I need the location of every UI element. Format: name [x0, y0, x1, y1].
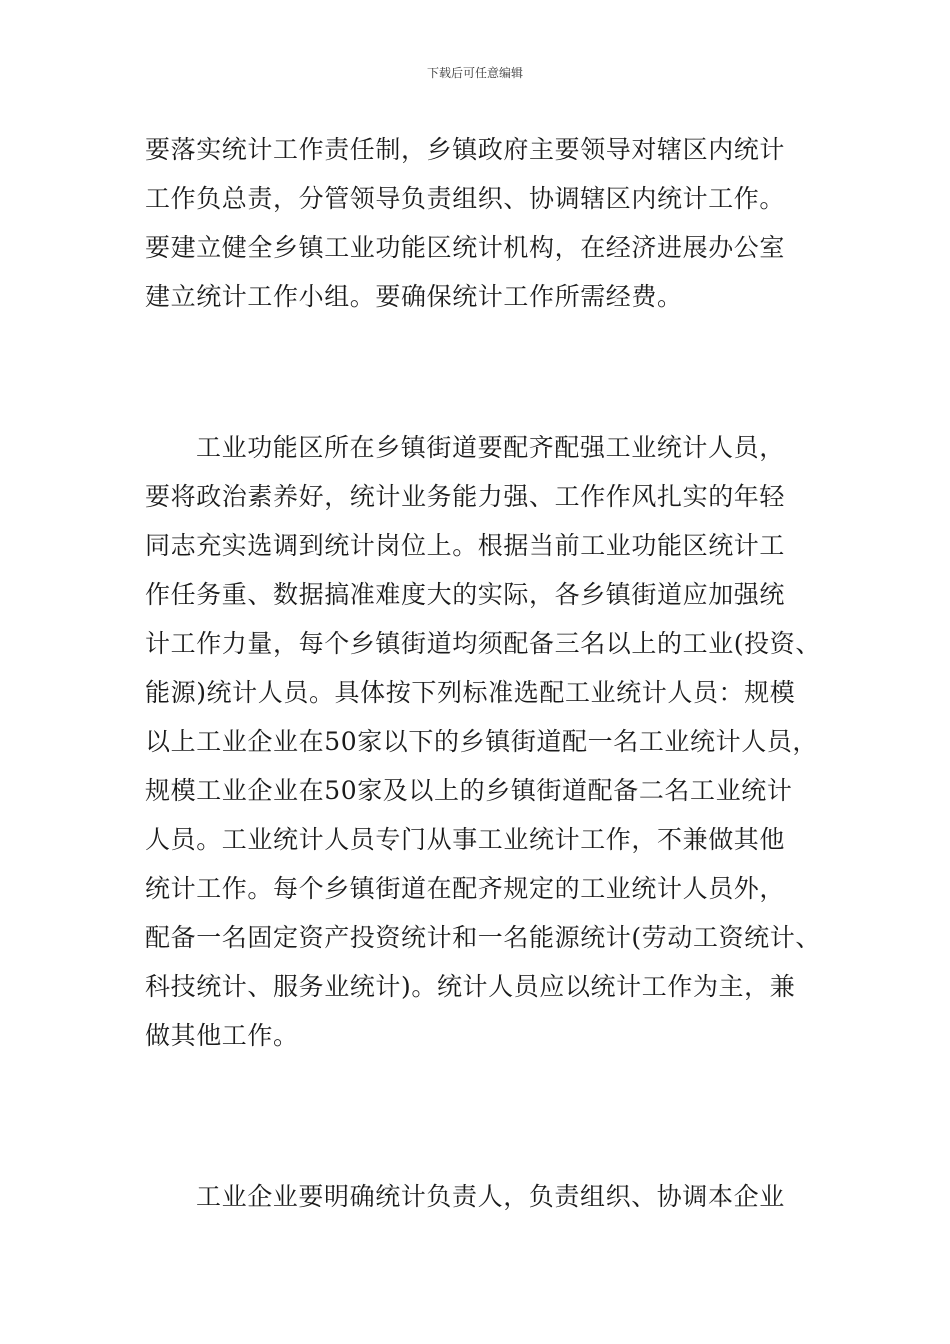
paragraph-line: 作任务重、数据搞准难度大的实际，各乡镇街道应加强统: [145, 580, 786, 609]
page-header-note: 下载后可任意编辑: [426, 66, 523, 80]
paragraph-line: 能源)统计人员。具体按下列标准选配工业统计人员：规模: [145, 678, 796, 707]
paragraph-line: 人员。工业统计人员专门从事工业统计工作，不兼做其他: [145, 825, 786, 854]
paragraph-line: 要将政治素养好，统计业务能力强、工作作风扎实的年轻: [145, 482, 786, 511]
paragraph-line: 工业功能区所在乡镇街道要配齐配强工业统计人员，: [196, 433, 785, 462]
paragraph-line: 以上工业企业在50家以下的乡镇街道配一名工业统计人员，: [145, 727, 819, 756]
paragraph-line: 规模工业企业在50家及以上的乡镇街道配备二名工业统计: [145, 776, 793, 805]
paragraph-line: 工业企业要明确统计负责人，负责组织、协调本企业: [196, 1182, 785, 1211]
paragraph-line: 要落实统计工作责任制，乡镇政府主要领导对辖区内统计: [145, 135, 786, 164]
paragraph-line: 配备一名固定资产投资统计和一名能源统计(劳动工资统计、: [145, 923, 821, 952]
paragraph-line: 要建立健全乡镇工业功能区统计机构，在经济进展办公室: [145, 233, 786, 262]
paragraph-line: 统计工作。每个乡镇街道在配齐规定的工业统计人员外，: [145, 874, 786, 903]
paragraph-line: 工作负总责，分管领导负责组织、协调辖区内统计工作。: [145, 184, 786, 213]
paragraph-line: 同志充实选调到统计岗位上。根据当前工业功能区统计工: [145, 531, 786, 560]
paragraph-line: 做其他工作。: [145, 1021, 299, 1050]
paragraph-line: 科技统计、服务业统计)。统计人员应以统计工作为主，兼: [145, 972, 796, 1001]
paragraph-line: 建立统计工作小组。要确保统计工作所需经费。: [145, 282, 683, 311]
paragraph-line: 计工作力量，每个乡镇街道均须配备三名以上的工业(投资、: [145, 629, 821, 658]
